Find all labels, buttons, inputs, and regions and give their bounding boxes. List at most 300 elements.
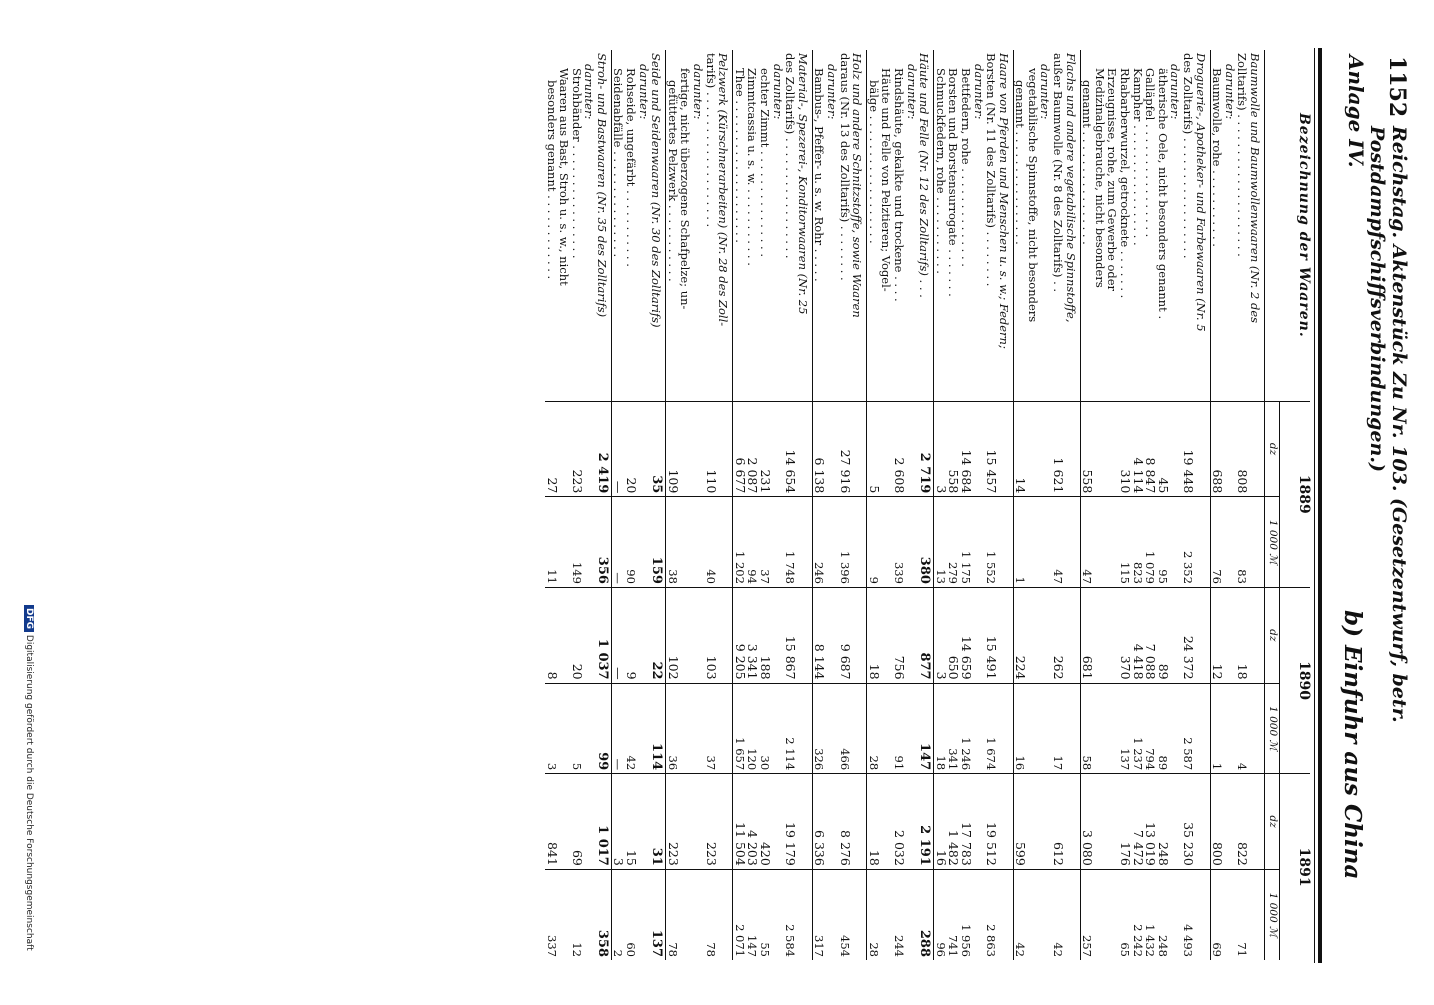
unit-mark: 1 000 ℳ [1265, 683, 1280, 774]
value-1890 [851, 683, 867, 774]
value-1891: 2 071 [733, 869, 746, 960]
qty-1889: 15 457 [985, 401, 998, 497]
goods-name: Holz und andere Schnitzstoffe, sowie Waaren [851, 50, 867, 401]
qty-1889: 5 [867, 401, 880, 497]
qty-1891: 8 276 [838, 774, 851, 870]
value-1891: 1 432 [1144, 869, 1157, 960]
import-table [545, 50, 1310, 960]
qty-1889 [851, 401, 867, 497]
value-1891 [1223, 869, 1236, 960]
goods-name: Galläpfel . . . . . . . . . . . . . . . . [1144, 50, 1157, 401]
qty-1889: 2 087 [746, 401, 759, 497]
value-1891 [905, 869, 918, 960]
year-header-1891: 1891 [1280, 774, 1311, 960]
qty-1890 [637, 587, 650, 683]
value-1889: 90 [625, 497, 638, 588]
goods-name: gefüttertes Pelzwerk . . . . . . . . . . . [666, 50, 679, 401]
unit-dz: dz [1265, 587, 1280, 683]
value-1890 [880, 683, 893, 774]
qty-1891: 31 [650, 774, 666, 870]
value-1890 [1026, 683, 1039, 774]
value-1891 [880, 869, 893, 960]
value-1890: 99 [595, 683, 611, 774]
value-1890: 1 237 [1131, 683, 1144, 774]
qty-1891: 19 179 [784, 774, 797, 870]
value-1889: 1 202 [733, 497, 746, 588]
value-1889 [691, 497, 704, 588]
table-row [1026, 50, 1039, 960]
qty-1891: 7 472 [1131, 774, 1144, 870]
qty-1889: 3 [934, 401, 947, 497]
value-1889: 2 352 [1181, 497, 1194, 588]
value-1889 [997, 497, 1013, 588]
qty-1889: 8 847 [1144, 401, 1157, 497]
table-row [595, 50, 611, 960]
qty-1890 [558, 587, 571, 683]
qty-1891: 2 032 [892, 774, 905, 870]
qty-1889 [1039, 401, 1052, 497]
goods-name: Häute und Felle (Nr. 12 des Zolltarifs) . . . [918, 50, 934, 401]
table-body [545, 50, 1265, 960]
qty-1891: 1 017 [595, 774, 611, 870]
goods-name: fertige, nicht überzogene Schafpelze; un- [679, 50, 692, 401]
funding-logo: DFG [24, 605, 34, 632]
qty-1889 [1106, 401, 1119, 497]
value-1891 [1039, 869, 1052, 960]
goods-name: Droguerie-, Apotheker- und Farbewaaren (Nr. 5 [1194, 50, 1210, 401]
table-row [758, 50, 771, 960]
value-1889: 1 079 [1144, 497, 1157, 588]
value-1889: 1 396 [838, 497, 851, 588]
value-1890: 30 [758, 683, 771, 774]
table-row [611, 50, 624, 960]
goods-name: darunter: [1169, 50, 1182, 401]
qty-1891: 176 [1118, 774, 1131, 870]
value-1890 [637, 683, 650, 774]
table-row [1080, 50, 1093, 960]
header-rule [1318, 48, 1322, 963]
table-row [771, 50, 784, 960]
goods-name: darunter: [825, 50, 838, 401]
value-1891: 65 [1118, 869, 1131, 960]
value-1889 [637, 497, 650, 588]
qty-1891: 35 230 [1181, 774, 1194, 870]
value-1889: — [611, 497, 624, 588]
qty-1891: 599 [1013, 774, 1026, 870]
value-1889: 37 [758, 497, 771, 588]
value-1890: 137 [1118, 683, 1131, 774]
value-1889: 279 [947, 497, 960, 588]
qty-1890 [997, 587, 1013, 683]
value-1889: 9 [867, 497, 880, 588]
value-1890: 147 [918, 683, 934, 774]
goods-name: Stroh- und Bastwaaren (Nr. 35 des Zolltarifs) [595, 50, 611, 401]
table-row [1106, 50, 1119, 960]
goods-name: ätherische Oele, nicht besonders genannt . [1156, 50, 1169, 401]
value-1891: 78 [666, 869, 679, 960]
value-1890: 341 [947, 683, 960, 774]
value-1891: 137 [650, 869, 666, 960]
goods-name: außer Baumwolle (Nr. 8 des Zolltarifs) . . [1052, 50, 1065, 401]
qty-1891 [1106, 774, 1119, 870]
qty-1889: 223 [570, 401, 583, 497]
value-1890 [825, 683, 838, 774]
value-1891 [851, 869, 867, 960]
value-1890: 16 [1013, 683, 1026, 774]
qty-1890 [1064, 587, 1080, 683]
table-row [704, 50, 717, 960]
value-1890: 1 [1210, 683, 1223, 774]
qty-1891: 16 [934, 774, 947, 870]
qty-1891: 15 [625, 774, 638, 870]
unit-dz: dz [1265, 774, 1280, 870]
qty-1889: 558 [947, 401, 960, 497]
value-1889 [1026, 497, 1039, 588]
unit-mark: 1 000 ℳ [1265, 497, 1280, 588]
table-row [1210, 50, 1223, 960]
qty-1890: 4 418 [1131, 587, 1144, 683]
value-1889 [796, 497, 812, 588]
goods-name: Waaren aus Bast, Stroh u. s. w., nicht [558, 50, 571, 401]
annex-label: Anlage IV. [1344, 55, 1368, 168]
qty-1890: 7 088 [1144, 587, 1157, 683]
value-1890 [972, 683, 985, 774]
table-row [918, 50, 934, 960]
qty-1890 [796, 587, 812, 683]
goods-name: Strohbänder . . . . . . . . . . . . . . . . [570, 50, 583, 401]
qty-1889: 808 [1236, 401, 1249, 497]
value-1891: 337 [545, 869, 558, 960]
qty-1889: 45 [1156, 401, 1169, 497]
qty-1889: 4 114 [1131, 401, 1144, 497]
value-1889: 380 [918, 497, 934, 588]
value-1891: 147 [746, 869, 759, 960]
qty-1889: 688 [1210, 401, 1223, 497]
value-1891: 248 [1156, 869, 1169, 960]
qty-1889 [1223, 401, 1236, 497]
value-1890 [558, 683, 571, 774]
value-1891: 2 584 [784, 869, 797, 960]
value-1890: 18 [934, 683, 947, 774]
table-row [985, 50, 998, 960]
value-1891 [1169, 869, 1182, 960]
value-1889: 95 [1156, 497, 1169, 588]
qty-1890: 12 [1210, 587, 1223, 683]
goods-name: Borsten (Nr. 11 des Zolltarifs) . . . . . . . . [985, 50, 998, 401]
goods-name: darunter: [637, 50, 650, 401]
value-1890 [796, 683, 812, 774]
table-row [947, 50, 960, 960]
funding-text: Digitalisierung gefördert durch die Deutsche Forschungsgemeinschaft [24, 634, 34, 951]
value-1891: 42 [1052, 869, 1065, 960]
qty-1890: 102 [666, 587, 679, 683]
value-1891 [771, 869, 784, 960]
qty-1891 [851, 774, 867, 870]
qty-1890: 188 [758, 587, 771, 683]
header-rule-thin [1314, 48, 1315, 963]
value-1891: 4 493 [1181, 869, 1194, 960]
table-row [558, 50, 571, 960]
goods-name: Zimmtcassia u. s. w. . . . . . . . . . . . [746, 50, 759, 401]
qty-1890: — [611, 587, 624, 683]
qty-1891 [825, 774, 838, 870]
qty-1889: 310 [1118, 401, 1131, 497]
unit-mark: 1 000 ℳ [1265, 869, 1280, 960]
goods-name: darunter: [771, 50, 784, 401]
table-row [934, 50, 947, 960]
table-row [796, 50, 812, 960]
value-1891 [583, 869, 596, 960]
qty-1889: 14 [1013, 401, 1026, 497]
table-row [570, 50, 583, 960]
table-row [784, 50, 797, 960]
value-1890: 17 [1052, 683, 1065, 774]
qty-1890: 877 [918, 587, 934, 683]
value-1889 [1039, 497, 1052, 588]
table-row [637, 50, 650, 960]
goods-name: tarifs) . . . . . . . . . . . . . . . . . . . [704, 50, 717, 401]
value-1891: 244 [892, 869, 905, 960]
goods-name: Rhabarberwurzel, getrocknete . . . . . . . [1118, 50, 1131, 401]
qty-1891: 420 [758, 774, 771, 870]
value-1890: 4 [1236, 683, 1249, 774]
qty-1890: 20 [570, 587, 583, 683]
qty-1890: 8 144 [812, 587, 825, 683]
goods-name: Material-, Spezerei-, Konditorwaaren (Nr. 25 [796, 50, 812, 401]
qty-1889: 2 719 [918, 401, 934, 497]
goods-name: Rindshäute, gekalkte und trockene . . . . [892, 50, 905, 401]
table-row [812, 50, 825, 960]
qty-1890: 24 372 [1181, 587, 1194, 683]
value-1891 [691, 869, 704, 960]
qty-1891 [796, 774, 812, 870]
qty-1890: 18 [867, 587, 880, 683]
value-1890 [717, 683, 733, 774]
table-row [851, 50, 867, 960]
qty-1891: 612 [1052, 774, 1065, 870]
qty-1891: 223 [704, 774, 717, 870]
value-1890: 37 [704, 683, 717, 774]
qty-1891 [1093, 774, 1106, 870]
goods-name: Zolltarifs) . . . . . . . . . . . . . . . . . . . . [1236, 50, 1249, 401]
goods-name: Flachs und andere vegetabilische Spinnstoffe, [1064, 50, 1080, 401]
qty-1890: 3 [934, 587, 947, 683]
qty-1889: 1 621 [1052, 401, 1065, 497]
goods-name: Häute und Felle von Pelztieren; Vogel- [880, 50, 893, 401]
value-1891 [1093, 869, 1106, 960]
value-1890 [691, 683, 704, 774]
value-1891: 454 [838, 869, 851, 960]
value-1889 [1106, 497, 1119, 588]
qty-1890: 3 341 [746, 587, 759, 683]
value-1890: 89 [1156, 683, 1169, 774]
qty-1889: 35 [650, 401, 666, 497]
table-row [997, 50, 1013, 960]
value-1891: 2 [611, 869, 624, 960]
qty-1890 [1026, 587, 1039, 683]
qty-1891: 223 [666, 774, 679, 870]
qty-1890: 650 [947, 587, 960, 683]
value-1890 [583, 683, 596, 774]
running-header [1366, 50, 1416, 960]
value-1889: 13 [934, 497, 947, 588]
qty-1890: 103 [704, 587, 717, 683]
qty-1889 [997, 401, 1013, 497]
value-1891 [796, 869, 812, 960]
value-1889 [851, 497, 867, 588]
value-1891 [1194, 869, 1210, 960]
goods-name: Borsten und Borstensurrogate . . . . . . . [947, 50, 960, 401]
qty-1889: 14 654 [784, 401, 797, 497]
value-1891: 2 242 [1131, 869, 1144, 960]
goods-name: Baumwolle, rohe . . . . . . . . . . . [1210, 50, 1223, 401]
value-1889 [1194, 497, 1210, 588]
value-1891 [1026, 869, 1039, 960]
goods-name: Bambus-, Pfeffer- u. s. w. Rohr . . . . . [812, 50, 825, 401]
qty-1889 [1093, 401, 1106, 497]
value-1890: 58 [1080, 683, 1093, 774]
table-row [679, 50, 692, 960]
value-1891 [972, 869, 985, 960]
value-1890 [1106, 683, 1119, 774]
value-1890: — [611, 683, 624, 774]
qty-1890 [1106, 587, 1119, 683]
value-1891: 60 [625, 869, 638, 960]
table-row [1013, 50, 1026, 960]
value-1889: 1 175 [959, 497, 972, 588]
qty-1889: 231 [758, 401, 771, 497]
value-1890 [997, 683, 1013, 774]
value-1891: 1 956 [959, 869, 972, 960]
value-1889 [972, 497, 985, 588]
value-1890 [1194, 683, 1210, 774]
table-row [1118, 50, 1131, 960]
value-1891: 358 [595, 869, 611, 960]
qty-1891 [717, 774, 733, 870]
qty-1889: 558 [1080, 401, 1093, 497]
qty-1891 [997, 774, 1013, 870]
qty-1891 [691, 774, 704, 870]
qty-1890: 8 [545, 587, 558, 683]
table-row [1052, 50, 1065, 960]
value-1891: 28 [867, 869, 880, 960]
qty-1889: 6 138 [812, 401, 825, 497]
qty-1890: 9 205 [733, 587, 746, 683]
value-1891 [679, 869, 692, 960]
value-1890: 326 [812, 683, 825, 774]
table-row [825, 50, 838, 960]
value-1889: 823 [1131, 497, 1144, 588]
qty-1891: 3 080 [1080, 774, 1093, 870]
goods-name: echter Zimmt . . . . . . . . . . . . . . . [758, 50, 771, 401]
qty-1891: 11 504 [733, 774, 746, 870]
qty-1890 [825, 587, 838, 683]
value-1890: 5 [570, 683, 583, 774]
qty-1891: 248 [1156, 774, 1169, 870]
goods-name: vegetabilische Spinnstoffe, nicht besonders [1026, 50, 1039, 401]
goods-name: Rohseide, ungefärbt . . . . . . . . . . . [625, 50, 638, 401]
qty-1891: 841 [545, 774, 558, 870]
column-header-goods: Bezeichnung der Waaren. [1265, 50, 1311, 401]
table-row [1131, 50, 1144, 960]
funding-note [24, 605, 34, 1005]
value-1891 [1106, 869, 1119, 960]
qty-1889: 110 [704, 401, 717, 497]
qty-1890 [691, 587, 704, 683]
value-1891: 78 [704, 869, 717, 960]
goods-name: darunter: [905, 50, 918, 401]
table-row [717, 50, 733, 960]
value-1890: 1 674 [985, 683, 998, 774]
qty-1891: 69 [570, 774, 583, 870]
qty-1891: 3 [611, 774, 624, 870]
value-1889: 11 [545, 497, 558, 588]
value-1889: 246 [812, 497, 825, 588]
qty-1890 [851, 587, 867, 683]
qty-1889: 27 916 [838, 401, 851, 497]
value-1891: 69 [1210, 869, 1223, 960]
qty-1891: 2 191 [918, 774, 934, 870]
value-1889 [583, 497, 596, 588]
qty-1890: 1 037 [595, 587, 611, 683]
value-1891: 288 [918, 869, 934, 960]
value-1890 [1039, 683, 1052, 774]
value-1891: 55 [758, 869, 771, 960]
goods-name: bälge . . . . . . . . . . . . . . . . . . [867, 50, 880, 401]
qty-1890 [1223, 587, 1236, 683]
table-row [666, 50, 679, 960]
value-1889 [717, 497, 733, 588]
value-1889: 40 [704, 497, 717, 588]
value-1891 [717, 869, 733, 960]
qty-1891: 17 783 [959, 774, 972, 870]
table-row [1156, 50, 1169, 960]
value-1890: 1 246 [959, 683, 972, 774]
value-1890 [679, 683, 692, 774]
value-1890 [771, 683, 784, 774]
value-1889: 356 [595, 497, 611, 588]
qty-1890 [1039, 587, 1052, 683]
value-1889: 1 [1013, 497, 1026, 588]
qty-1890 [1093, 587, 1106, 683]
value-1891 [1064, 869, 1080, 960]
value-1890 [1223, 683, 1236, 774]
table-row [733, 50, 746, 960]
goods-name: Haare von Pferden und Menschen u. s. w.; Federn; [997, 50, 1013, 401]
qty-1889 [1064, 401, 1080, 497]
qty-1890: 9 [625, 587, 638, 683]
value-1890: 2 114 [784, 683, 797, 774]
qty-1890: 9 687 [838, 587, 851, 683]
value-1890: 2 587 [1181, 683, 1194, 774]
goods-name: Thee . . . . . . . . . . . . . . . . . . . . [733, 50, 746, 401]
value-1890: 91 [892, 683, 905, 774]
value-1889 [1248, 497, 1264, 588]
value-1891: 71 [1236, 869, 1249, 960]
qty-1891: 18 [867, 774, 880, 870]
qty-1891: 822 [1236, 774, 1249, 870]
qty-1889 [825, 401, 838, 497]
qty-1891 [1223, 774, 1236, 870]
value-1889: 47 [1052, 497, 1065, 588]
value-1890: 1 657 [733, 683, 746, 774]
qty-1891: 1 482 [947, 774, 960, 870]
value-1891: 2 863 [985, 869, 998, 960]
value-1890 [1169, 683, 1182, 774]
qty-1891: 6 336 [812, 774, 825, 870]
value-1889: 149 [570, 497, 583, 588]
table-row [1064, 50, 1080, 960]
